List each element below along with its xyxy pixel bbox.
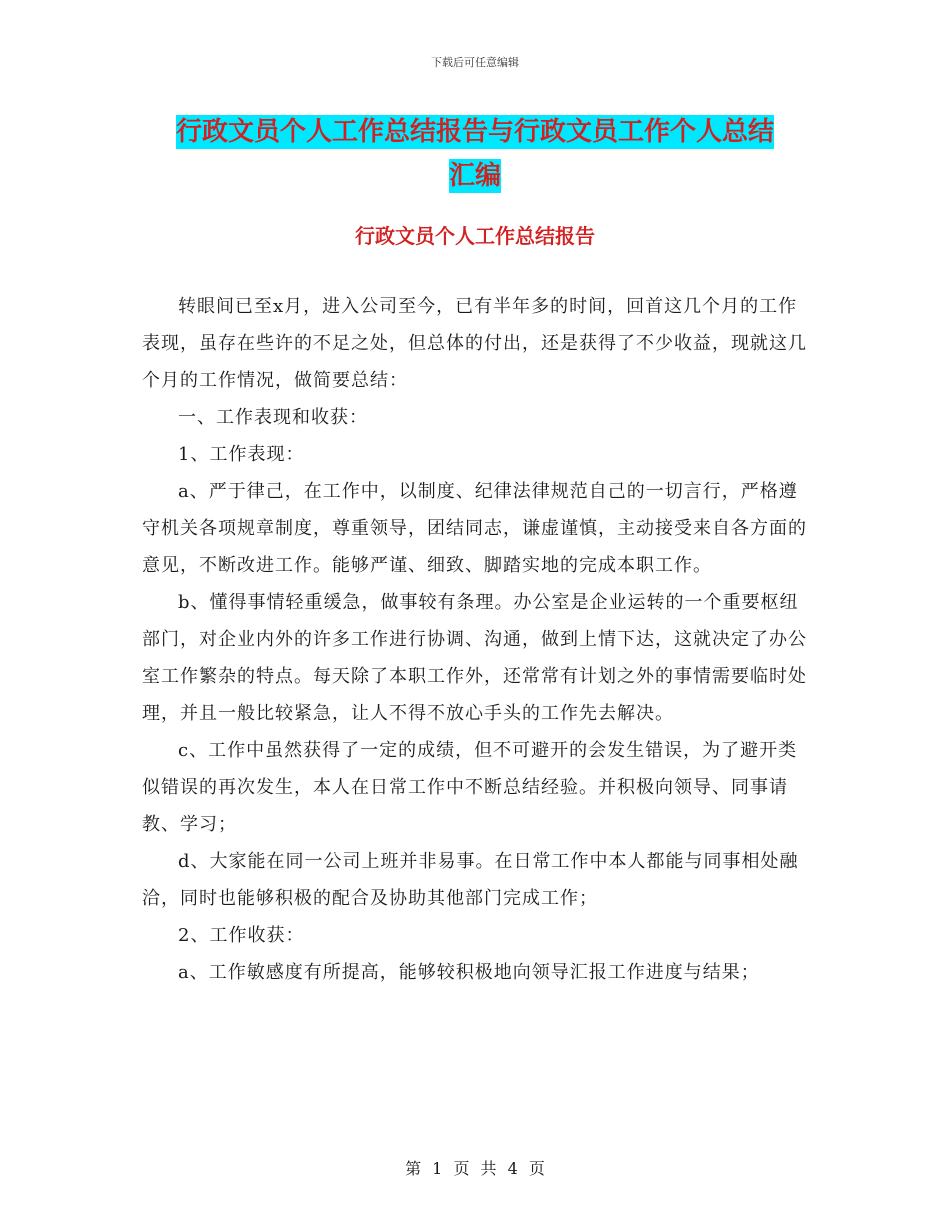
document-title	[140, 110, 810, 198]
paragraph-subheading-2: 2、工作收获：	[178, 925, 305, 946]
paragraph-item-b: b、懂得事情轻重缓急，做事较有条理。办公室是企业运转的一个重要枢纽部门，对企业内外的许多工作进行协调、沟通，做到上情下达，这就决定了办公室工作繁杂的特点。每天除了本职工作外，还常常有计划之外的事情需要临时处理，并且一般比较紧急，让人不得不放心手头的工作先去解决。	[142, 592, 807, 724]
body-text	[142, 288, 814, 991]
paragraph-intro: 转眼间已至x月，进入公司至今，已有半年多的时间，回首这几个月的工作表现，虽存在些许的不足之处，但总体的付出，还是获得了不少收益，现就这几个月的工作情况，做简要总结：	[142, 296, 807, 391]
paragraph-item-c: c、工作中虽然获得了一定的成绩，但不可避开的会发生错误，为了避开类似错误的再次发生，本人在日常工作中不断总结经验。并积极向领导、同事请教、学习；	[142, 740, 798, 835]
page-footer: 第 1 页 共 4 页	[405, 1159, 545, 1178]
paragraph-heading-1: 一、工作表现和收获：	[178, 407, 368, 428]
header-note: 下载后可任意编辑	[431, 56, 519, 69]
paragraph-gain-a: a、工作敏感度有所提高，能够较积极地向领导汇报工作进度与结果；	[178, 962, 760, 983]
document-title-line-2: 汇编	[448, 161, 501, 191]
document-title-line-1: 行政文员个人工作总结报告与行政文员工作个人总结	[175, 117, 774, 147]
paragraph-item-a: a、严于律己，在工作中，以制度、纪律法律规范自己的一切言行，严格遵守机关各项规章制度，尊重领导，团结同志，谦虚谨慎，主动接受来自各方面的意见，不断改进工作。能够严谨、细致、脚踏实地的完成本职工作。	[142, 481, 807, 576]
paragraph-item-d: d、大家能在同一公司上班并非易事。在日常工作中本人都能与同事相处融洽，同时也能够积极的配合及协助其他部门完成工作；	[142, 851, 799, 909]
section-title: 行政文员个人工作总结报告	[355, 224, 595, 248]
paragraph-subheading-1: 1、工作表现：	[178, 444, 305, 465]
